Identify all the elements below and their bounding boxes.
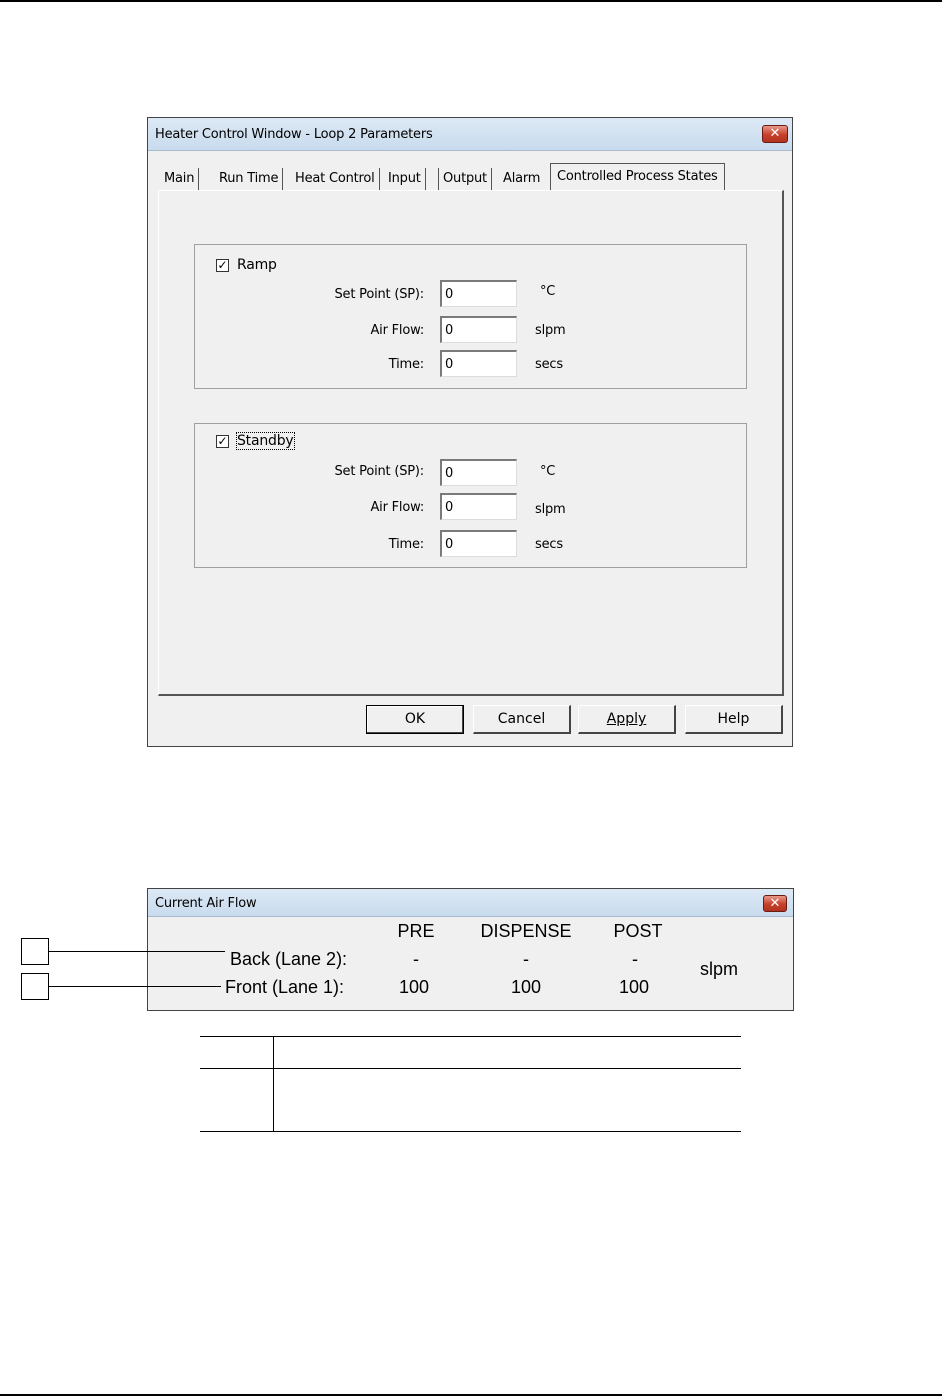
- air-flow-title-bar[interactable]: [148, 889, 793, 917]
- ramp-time-label: Time:: [388, 357, 424, 372]
- callout-box-2: [21, 973, 49, 1000]
- tab-input[interactable]: Input: [384, 168, 426, 190]
- legend-top-rule: [200, 1036, 741, 1037]
- ramp-air-flow-unit: slpm: [535, 323, 566, 338]
- standby-set-point-label: Set Point (SP):: [334, 464, 424, 479]
- ramp-air-flow-input[interactable]: [440, 316, 517, 343]
- ramp-set-point-label: Set Point (SP):: [334, 287, 424, 302]
- standby-time-label: Time:: [388, 537, 424, 552]
- callout-line-2: [49, 986, 221, 987]
- front-pre-value: 100: [398, 977, 430, 997]
- air-flow-unit: slpm: [700, 959, 739, 979]
- row-front-label: Front (Lane 1):: [225, 977, 345, 997]
- standby-set-point-unit: °C: [540, 464, 556, 479]
- ramp-checkbox[interactable]: ✓: [217, 258, 228, 272]
- ramp-label: Ramp: [237, 257, 277, 273]
- ramp-set-point-unit: °C: [540, 284, 556, 299]
- standby-time-unit: secs: [535, 537, 563, 552]
- back-post-value: -: [632, 949, 638, 969]
- standby-checkbox[interactable]: ✓: [217, 434, 228, 448]
- tab-run-time[interactable]: Run Time: [215, 168, 283, 190]
- standby-air-flow-unit: slpm: [535, 502, 566, 517]
- column-dispense: DISPENSE: [480, 921, 572, 941]
- air-flow-close-button[interactable]: ✕: [763, 895, 787, 912]
- air-flow-dialog-title: Current Air Flow: [155, 896, 257, 911]
- page-top-rule: [0, 0, 942, 2]
- apply-button[interactable]: Apply: [578, 705, 676, 734]
- standby-group: [194, 423, 747, 568]
- row-back-label: Back (Lane 2):: [230, 949, 348, 969]
- legend-column-divider: [273, 1036, 274, 1132]
- help-button[interactable]: Help: [685, 705, 783, 734]
- standby-air-flow-input[interactable]: [440, 493, 517, 520]
- title-bar[interactable]: [148, 118, 792, 151]
- tab-controlled-process-states[interactable]: Controlled Process States: [550, 163, 725, 191]
- legend-mid-rule: [200, 1068, 741, 1069]
- standby-time-input[interactable]: [440, 530, 517, 557]
- dialog-title: Heater Control Window - Loop 2 Parameters: [155, 127, 433, 142]
- column-pre: PRE: [397, 921, 435, 941]
- standby-label: Standby: [237, 433, 294, 449]
- page-bottom-rule: [0, 1394, 942, 1396]
- tab-output[interactable]: Output: [438, 168, 492, 190]
- tab-alarm[interactable]: Alarm: [503, 171, 541, 186]
- front-post-value: 100: [618, 977, 650, 997]
- ramp-time-input[interactable]: [440, 350, 517, 377]
- cancel-button[interactable]: Cancel: [473, 705, 571, 734]
- heater-control-dialog: [147, 117, 793, 747]
- back-dispense-value: -: [523, 949, 529, 969]
- current-air-flow-dialog: [147, 888, 794, 1011]
- tab-main[interactable]: Main: [160, 168, 199, 190]
- front-dispense-value: 100: [510, 977, 542, 997]
- callout-line-1: [49, 951, 225, 952]
- close-button[interactable]: ✕: [762, 125, 788, 143]
- standby-air-flow-label: Air Flow:: [370, 500, 424, 515]
- ok-button[interactable]: OK: [366, 705, 464, 734]
- ramp-group: [194, 244, 747, 389]
- column-post: POST: [613, 921, 663, 941]
- ramp-air-flow-label: Air Flow:: [370, 323, 424, 338]
- legend-bottom-rule: [200, 1131, 741, 1132]
- ramp-set-point-input[interactable]: [440, 280, 517, 307]
- back-pre-value: -: [413, 949, 419, 969]
- ramp-time-unit: secs: [535, 357, 563, 372]
- callout-box-1: [21, 938, 49, 965]
- standby-set-point-input[interactable]: [440, 459, 517, 486]
- tab-heat-control[interactable]: Heat Control: [291, 168, 380, 190]
